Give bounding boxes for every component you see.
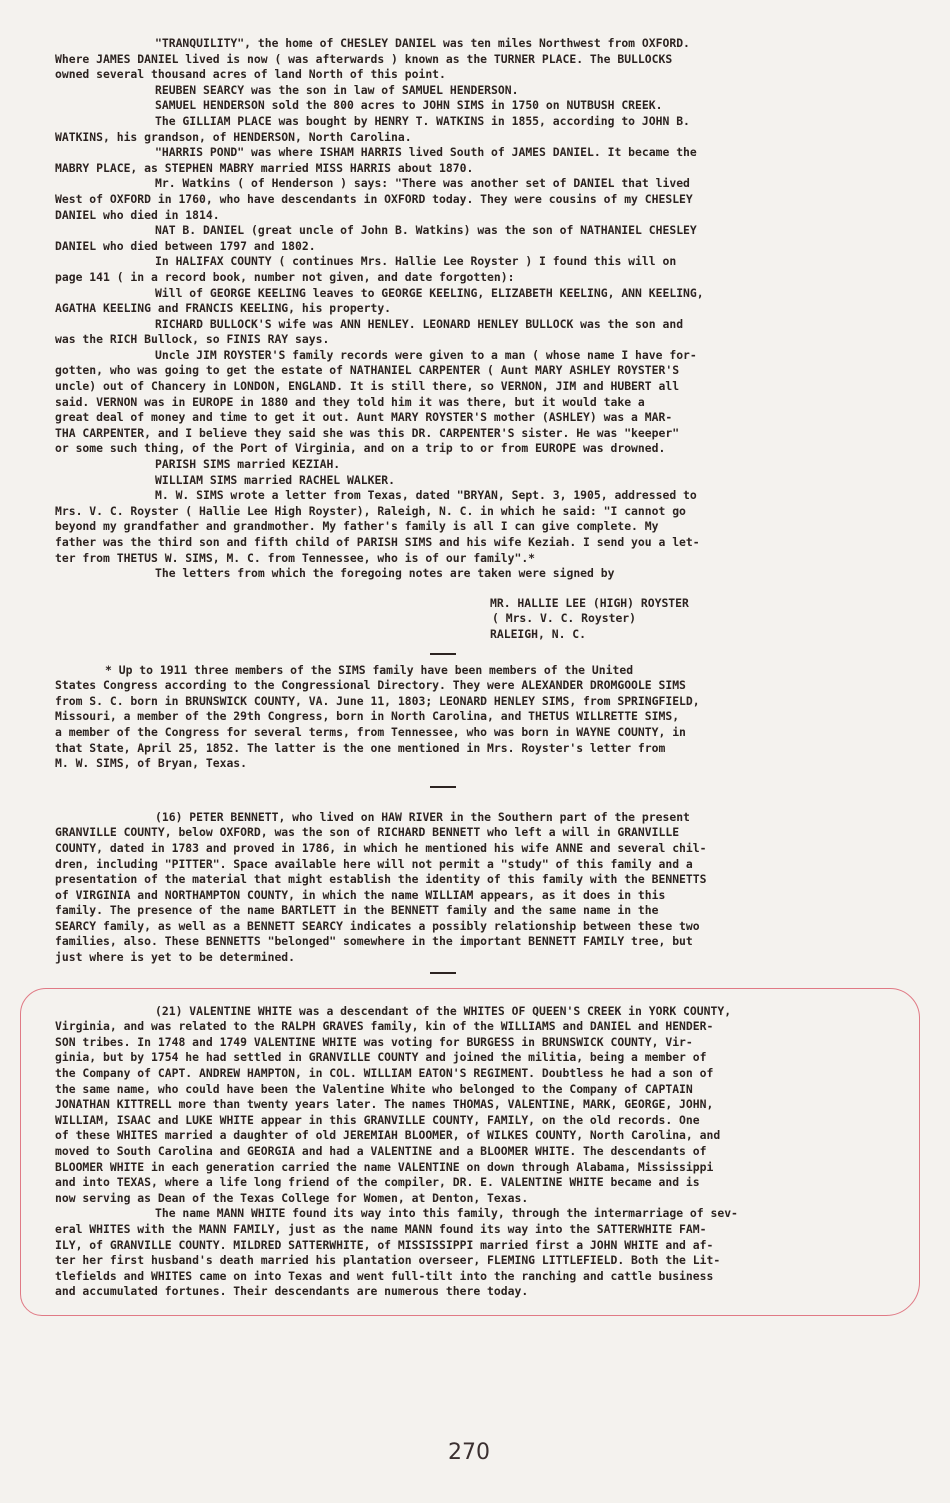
footnote-sims (55, 663, 890, 772)
line: WILLIAM SIMS married RACHEL WALKER. (155, 472, 396, 487)
line: owned several thousand acres of land North of this point. (55, 67, 446, 82)
line: States Congress according to the Congressional Directory. They were ALEXANDER DROMGOOLE SIMS (55, 678, 686, 693)
line: that State, April 25, 1852. The latter is the one mentioned in Mrs. Royster's letter from (55, 740, 666, 755)
section-divider (430, 786, 456, 788)
line: tlefields and WHITES came on into Texas and went full-tilt into the ranching and cattle business (55, 1268, 714, 1283)
signature-line: MR. HALLIE LEE (HIGH) ROYSTER (490, 595, 689, 610)
line: from S. C. born in BRUNSWICK COUNTY, VA. June 11, 1803; LEONARD HENLEY SIMS, from SPRINGFIELD, (55, 693, 700, 708)
signature-line: ( Mrs. V. C. Royster) (492, 611, 637, 626)
line: ter from THETUS W. SIMS, M. C. from Tennessee, who is of our family".* (55, 550, 536, 565)
line: said. VERNON was in EUROPE in 1880 and they told him it was there, but it would take a (55, 394, 645, 409)
line: eral WHITES with the MANN FAMILY, just as the name MANN found its way into the SATTERWHITE FAM- (55, 1221, 707, 1236)
line: "TRANQUILITY", the home of CHESLEY DANIEL was ten miles Northwest from OXFORD. (155, 36, 690, 50)
line: Where JAMES DANIEL lived is now ( was afterwards ) known as the TURNER PLACE. The BULLOCKS (55, 51, 673, 66)
line: (21) VALENTINE WHITE was a descendant of the WHITES OF QUEEN'S CREEK in YORK COUNTY, (155, 1003, 732, 1018)
line: and into TEXAS, where a life long friend of the compiler, DR. E. VALENTINE WHITE became and is (55, 1175, 700, 1190)
line: The letters from which the foregoing notes are taken were signed by (155, 566, 615, 581)
line: West of OXFORD in 1760, who have descendants in OXFORD today. They were cousins of my CHESLEY (55, 191, 693, 206)
section-divider (430, 653, 456, 655)
line: M. W. SIMS wrote a letter from Texas, dated "BRYAN, Sept. 3, 1905, addressed to (155, 488, 697, 503)
line: WILLIAM, ISAAC and LUKE WHITE appear in this GRANVILLE COUNTY, FAMILY, on the old records. One (55, 1112, 700, 1127)
line: families, also. These BENNETTS "belonged" somewhere in the important BENNETT FAMILY tree, but (55, 934, 693, 949)
line: Missouri, a member of the 29th Congress, born in North Carolina, and THETUS WILLRETTE SIMS, (55, 709, 680, 724)
line: MABRY PLACE, as STEPHEN MABRY married MISS HARRIS about 1870. (55, 160, 474, 175)
line: beyond my grandfather and grandmother. My father's family is all I can give complete. My (55, 519, 659, 534)
line: AGATHA KEELING and FRANCIS KEELING, his property. (55, 301, 392, 316)
note-16-peter-bennett (55, 810, 890, 966)
line: gotten, who was going to get the estate of NATHANIEL CARPENTER ( Aunt MARY ASHLEY ROYSTER'S (55, 363, 680, 378)
line: a member of the Congress for several terms, from Tennessee, who was born in WAYNE COUNTY, in (55, 724, 686, 739)
line: THA CARPENTER, and I believe they said she was this DR. CARPENTER'S sister. He was "keeper" (55, 425, 680, 440)
signature-block (490, 596, 890, 643)
line: of VIRGINIA and NORTHAMPTON COUNTY, in which the name WILLIAM appears, as it does in this (55, 887, 666, 902)
note-21-valentine-white (55, 992, 890, 1310)
page-number: 270 (448, 1440, 490, 1465)
line: ter her first husband's death married his plantation overseer, FLEMING LITTLEFIELD. Both the Lit- (55, 1253, 721, 1268)
line: family. The presence of the name BARTLETT in the BENNETT family and the same name in the (55, 903, 659, 918)
line: DANIEL who died between 1797 and 1802. (55, 238, 316, 253)
line: ginia, but by 1754 he had settled in GRANVILLE COUNTY and joined the militia, being a member of (55, 1050, 707, 1065)
line: PARISH SIMS married KEZIAH. (155, 457, 341, 472)
line: M. W. SIMS, of Bryan, Texas. (55, 756, 248, 771)
line: the same name, who could have been the Valentine White who belonged to the Company of CAPTAIN (55, 1081, 693, 1096)
line: COUNTY, dated in 1783 and proved in 1786, in which he mentioned his wife ANNE and several chil- (55, 840, 707, 855)
line: "HARRIS POND" was where ISHAM HARRIS lived South of JAMES DANIEL. It became the (155, 145, 697, 160)
line: page 141 ( in a record book, number not given, and date forgotten): (55, 269, 515, 284)
line: DANIEL who died in 1814. (55, 207, 220, 222)
line: SAMUEL HENDERSON sold the 800 acres to JOHN SIMS in 1750 on NUTBUSH CREEK. (155, 98, 663, 113)
paragraph-tranquility (55, 36, 890, 52)
line: ILY, of GRANVILLE COUNTY. MILDRED SATTERWHITE, of MISSISSIPPI married first a JOHN WHITE and af- (55, 1237, 714, 1252)
line: JONATHAN KITTRELL more than twenty years later. The names THOMAS, VALENTINE, MARK, GEORGE, JOHN, (55, 1097, 714, 1112)
line: uncle) out of Chancery in LONDON, ENGLAND. It is still there, so VERNON, JIM and HUBERT all (55, 379, 680, 394)
line: Mr. Watkins ( of Henderson ) says: "There was another set of DANIEL that lived (155, 176, 690, 191)
line: (16) PETER BENNETT, who lived on HAW RIVER in the Southern part of the present (155, 809, 690, 824)
line: of these WHITES married a daughter of old JEREMIAH BLOOMER, of WILKES COUNTY, North Carolina, and (55, 1128, 721, 1143)
line: presentation of the material that might establish the identity of this family with the BENNETTS (55, 872, 707, 887)
line: GRANVILLE COUNTY, below OXFORD, was the son of RICHARD BENNETT who left a will in GRANVILLE (55, 825, 680, 840)
line: RICHARD BULLOCK'S wife was ANN HENLEY. LEONARD HENLEY BULLOCK was the son and (155, 316, 684, 331)
line: SON tribes. In 1748 and 1749 VALENTINE WHITE was voting for BURGESS in BRUNSWICK COUNTY, Vir- (55, 1034, 693, 1049)
line: BLOOMER WHITE in each generation carried the name VALENTINE on down through Alabama, Mississippi (55, 1159, 714, 1174)
line: REUBEN SEARCY was the son in law of SAMUEL HENDERSON. (155, 82, 519, 97)
line: In HALIFAX COUNTY ( continues Mrs. Hallie Lee Royster ) I found this will on (155, 254, 677, 269)
line: Mrs. V. C. Royster ( Hallie Lee High Royster), Raleigh, N. C. in which he said: "I cannot go (55, 503, 686, 518)
line: father was the third son and fifth child of PARISH SIMS and his wife Keziah. I send you a let- (55, 535, 700, 549)
line: or some such thing, of the Port of Virginia, and on a trip to or from EUROPE was drowned. (55, 441, 666, 456)
line: moved to South Carolina and GEORGIA and had a VALENTINE and a BLOOMER WHITE. The descendants of (55, 1144, 707, 1158)
line: Will of GEORGE KEELING leaves to GEORGE KEELING, ELIZABETH KEELING, ANN KEELING, (155, 285, 704, 300)
line: Virginia, and was related to the RALPH GRAVES family, kin of the WILLIAMS and DANIEL and HENDER- (55, 1019, 714, 1034)
line: NAT B. DANIEL (great uncle of John B. Watkins) was the son of NATHANIEL CHESLEY (155, 223, 697, 238)
line: * Up to 1911 three members of the SIMS family have been members of the United (105, 662, 634, 677)
line: dren, including "PITTER". Space available here will not permit a "study" of this family and a (55, 856, 693, 871)
line: was the RICH Bullock, so FINIS RAY says. (55, 332, 330, 347)
line: just where is yet to be determined. (55, 950, 296, 965)
page-body (55, 36, 890, 1310)
line: SEARCY family, as well as a BENNETT SEARCY indicates a possibly relationship between these two (55, 918, 700, 933)
line: WATKINS, his grandson, of HENDERSON, North Carolina. (55, 129, 412, 144)
section-divider (430, 972, 456, 974)
line: the Company of CAPT. ANDREW HAMPTON, in COL. WILLIAM EATON'S REGIMENT. Doubtless he had a son of (55, 1066, 714, 1081)
line: Uncle JIM ROYSTER'S family records were given to a man ( whose name I have for- (155, 347, 697, 362)
line: now serving as Dean of the Texas College for Women, at Denton, Texas. (55, 1190, 529, 1205)
line: great deal of money and time to get it out. Aunt MARY ROYSTER'S mother (ASHLEY) was a MAR- (55, 410, 673, 425)
line: and accumulated fortunes. Their descendants are numerous there today. (55, 1284, 529, 1299)
line: The name MANN WHITE found its way into this family, through the intermarriage of sev- (155, 1206, 738, 1221)
signature-line: RALEIGH, N. C. (490, 626, 587, 641)
line: The GILLIAM PLACE was bought by HENRY T. WATKINS in 1855, according to JOHN B. (155, 113, 690, 128)
